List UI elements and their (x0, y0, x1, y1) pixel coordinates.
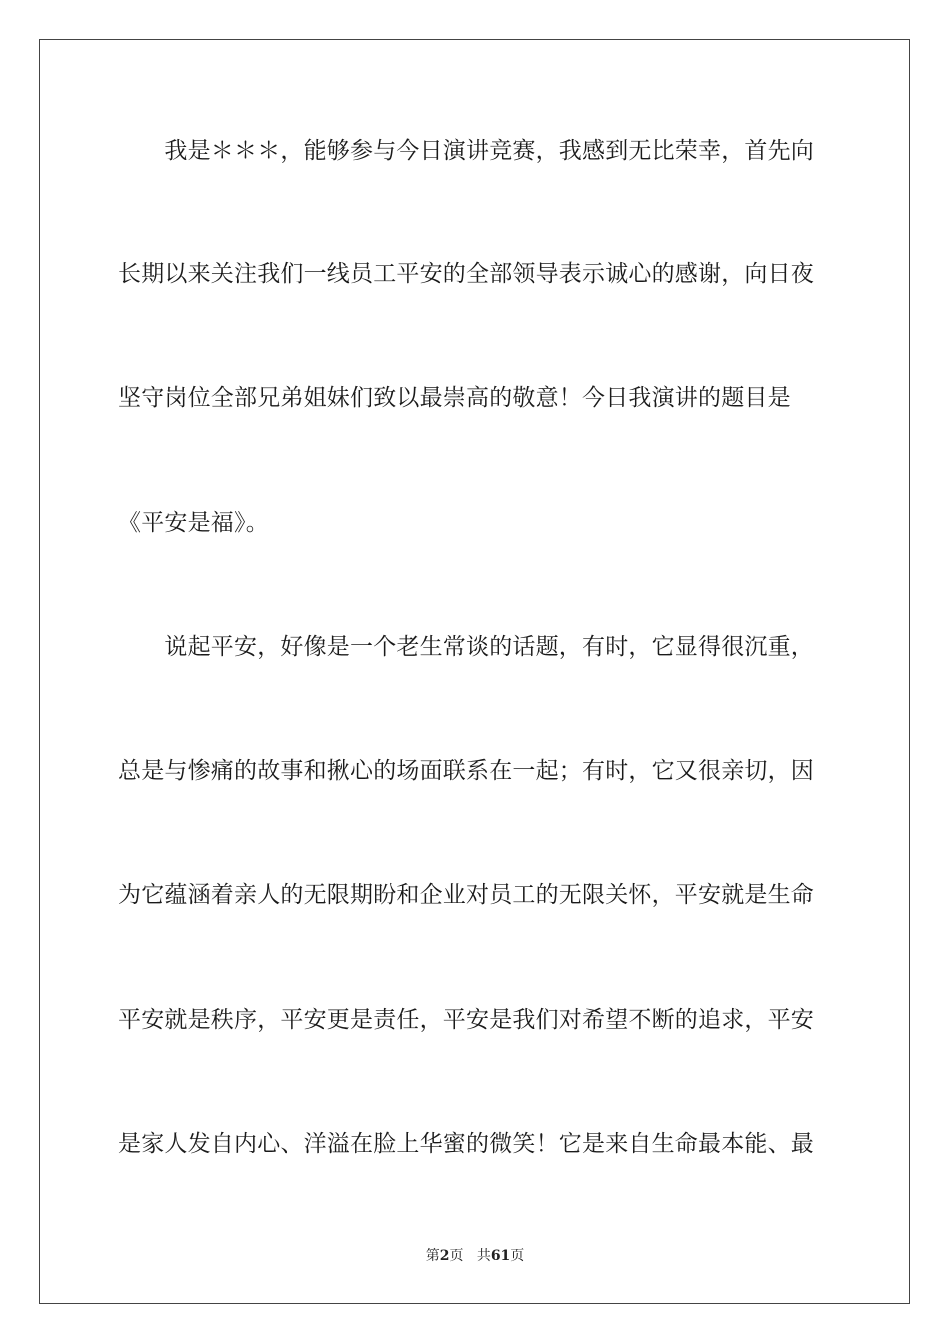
page-number: 2 (439, 1248, 450, 1264)
page-suffix: 页 (449, 1248, 464, 1264)
paragraph-2-line-1: 说起平安，好像是一个老生常谈的话题，有时，它显得很沉重， (118, 634, 814, 660)
total-pages: 61 (490, 1248, 511, 1264)
paragraph-1-line-1: 我是＊＊＊，能够参与今日演讲竞赛，我感到无比荣幸，首先向 (118, 138, 814, 164)
page-border (39, 39, 910, 1304)
page-footer (0, 1247, 950, 1265)
paragraph-1-line-3: 坚守岗位全部兄弟姐妹们致以最崇高的敬意！今日我演讲的题目是 (118, 385, 791, 411)
total-suffix: 页 (510, 1248, 525, 1264)
paragraph-2-line-3: 为它蕴涵着亲人的无限期盼和企业对员工的无限关怀，平安就是生命 (118, 882, 814, 908)
paragraph-1-line-4: 《平安是福》。 (118, 510, 269, 536)
total-prefix: 共 (476, 1248, 491, 1264)
paragraph-2-line-2: 总是与惨痛的故事和揪心的场面联系在一起；有时，它又很亲切，因 (118, 758, 814, 784)
paragraph-2-line-5: 是家人发自内心、洋溢在脸上华蜜的微笑！它是来自生命最本能、最 (118, 1131, 814, 1157)
page-prefix: 第 (425, 1248, 440, 1264)
paragraph-2-line-4: 平安就是秩序，平安更是责任，平安是我们对希望不断的追求，平安 (118, 1007, 814, 1033)
paragraph-1-line-2: 长期以来关注我们一线员工平安的全部领导表示诚心的感谢，向日夜 (118, 261, 814, 287)
